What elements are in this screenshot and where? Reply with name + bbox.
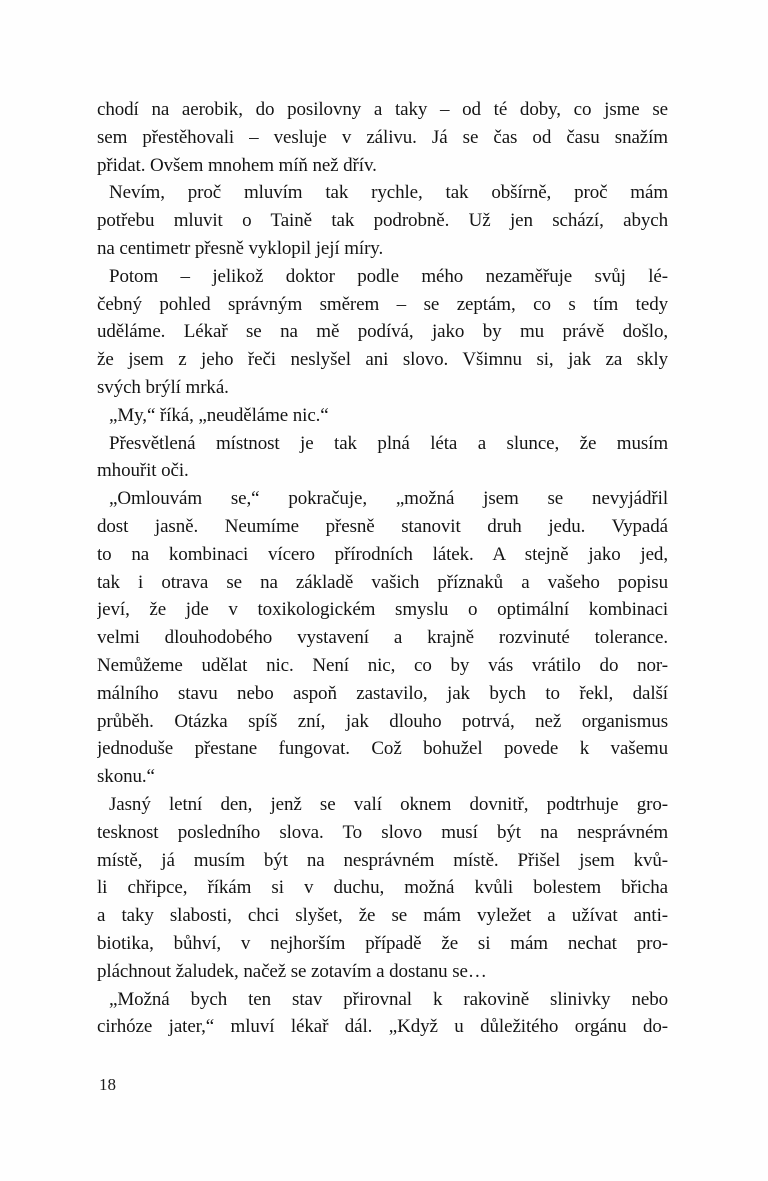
text-line: li chřipce, říkám si v duchu, možná kvůli bolestem břicha: [97, 877, 668, 899]
text-line: sem přestěhovali – vesluje v zálivu. Já se čas od času snažím: [97, 126, 668, 148]
text-line: Jasný letní den, jenž se valí oknem dovnitř, podtrhuje gro-: [109, 793, 668, 815]
text-line: uděláme. Lékař se na mě podívá, jako by mu právě došlo,: [97, 321, 668, 343]
text-line: a taky slabosti, chci slyšet, že se mám vyležet a užívat anti-: [97, 905, 668, 927]
text-line: to na kombinaci vícero přírodních látek. A stejně jako jed,: [97, 543, 668, 565]
text-line: svých brýlí mrká.: [97, 376, 229, 398]
text-line: že jsem z jeho řeči neslyšel ani slovo. Všimnu si, jak za skly: [97, 349, 668, 371]
text-line: málního stavu nebo aspoň zastavilo, jak bych to řekl, další: [97, 682, 668, 704]
text-line: dost jasně. Neumíme přesně stanovit druh jedu. Vypadá: [97, 515, 668, 537]
text-line: jeví, že jde v toxikologickém smyslu o optimální kombinaci: [97, 599, 668, 621]
text-line: přidat. Ovšem mnohem míň než dřív.: [97, 154, 377, 176]
text-line: velmi dlouhodobého vystavení a krajně rozvinuté tolerance.: [97, 627, 668, 649]
text-line: tak i otrava se na základě vašich příznaků a vašeho popisu: [97, 571, 668, 593]
text-line: Přesvětlená místnost je tak plná léta a slunce, že musím: [109, 432, 668, 454]
text-line: skonu.“: [97, 766, 155, 788]
text-line: průběh. Otázka spíš zní, jak dlouho potrvá, než organismus: [97, 710, 668, 732]
text-line: „Omlouvám se,“ pokračuje, „možná jsem se nevyjádřil: [109, 488, 668, 510]
text-line: tesknost posledního slova. To slovo musí být na nesprávném: [97, 821, 668, 843]
page-number: 18: [99, 1075, 116, 1094]
text-line: jednoduše přestane fungovat. Což bohužel povede k vašemu: [97, 738, 668, 760]
text-line: pláchnout žaludek, načež se zotavím a dostanu se…: [97, 960, 487, 982]
text-line: chodí na aerobik, do posilovny a taky – od té doby, co jsme se: [97, 99, 668, 120]
text-line: čebný pohled správným směrem – se zeptám, co s tím tedy: [97, 293, 668, 315]
text-line: Potom – jelikož doktor podle mého nezaměřuje svůj lé-: [109, 265, 668, 287]
text-line: Nemůžeme udělat nic. Není nic, co by vás vrátilo do nor-: [97, 654, 668, 676]
text-line: na centimetr přesně vyklopil její míry.: [97, 237, 384, 259]
text-line: Nevím, proč mluvím tak rychle, tak obšírně, proč mám: [109, 182, 668, 204]
text-line: cirhóze jater,“ mluví lékař dál. „Když u důležitého orgánu do-: [97, 1016, 668, 1038]
text-line: „Možná bych ten stav přirovnal k rakovině slinivky nebo: [109, 988, 668, 1010]
text-block: [97, 96, 668, 1041]
text-line: biotika, bůhví, v nejhorším případě že si mám nechat pro-: [97, 932, 668, 954]
text-line: místě, já musím být na nesprávném místě. Přišel jsem kvů-: [97, 849, 668, 871]
text-line: potřebu mluvit o Taině tak podrobně. Už jen schází, abych: [97, 210, 668, 232]
text-line: „My,“ říká, „neuděláme nic.“: [109, 404, 329, 426]
text-line: mhouřit oči.: [97, 460, 189, 482]
